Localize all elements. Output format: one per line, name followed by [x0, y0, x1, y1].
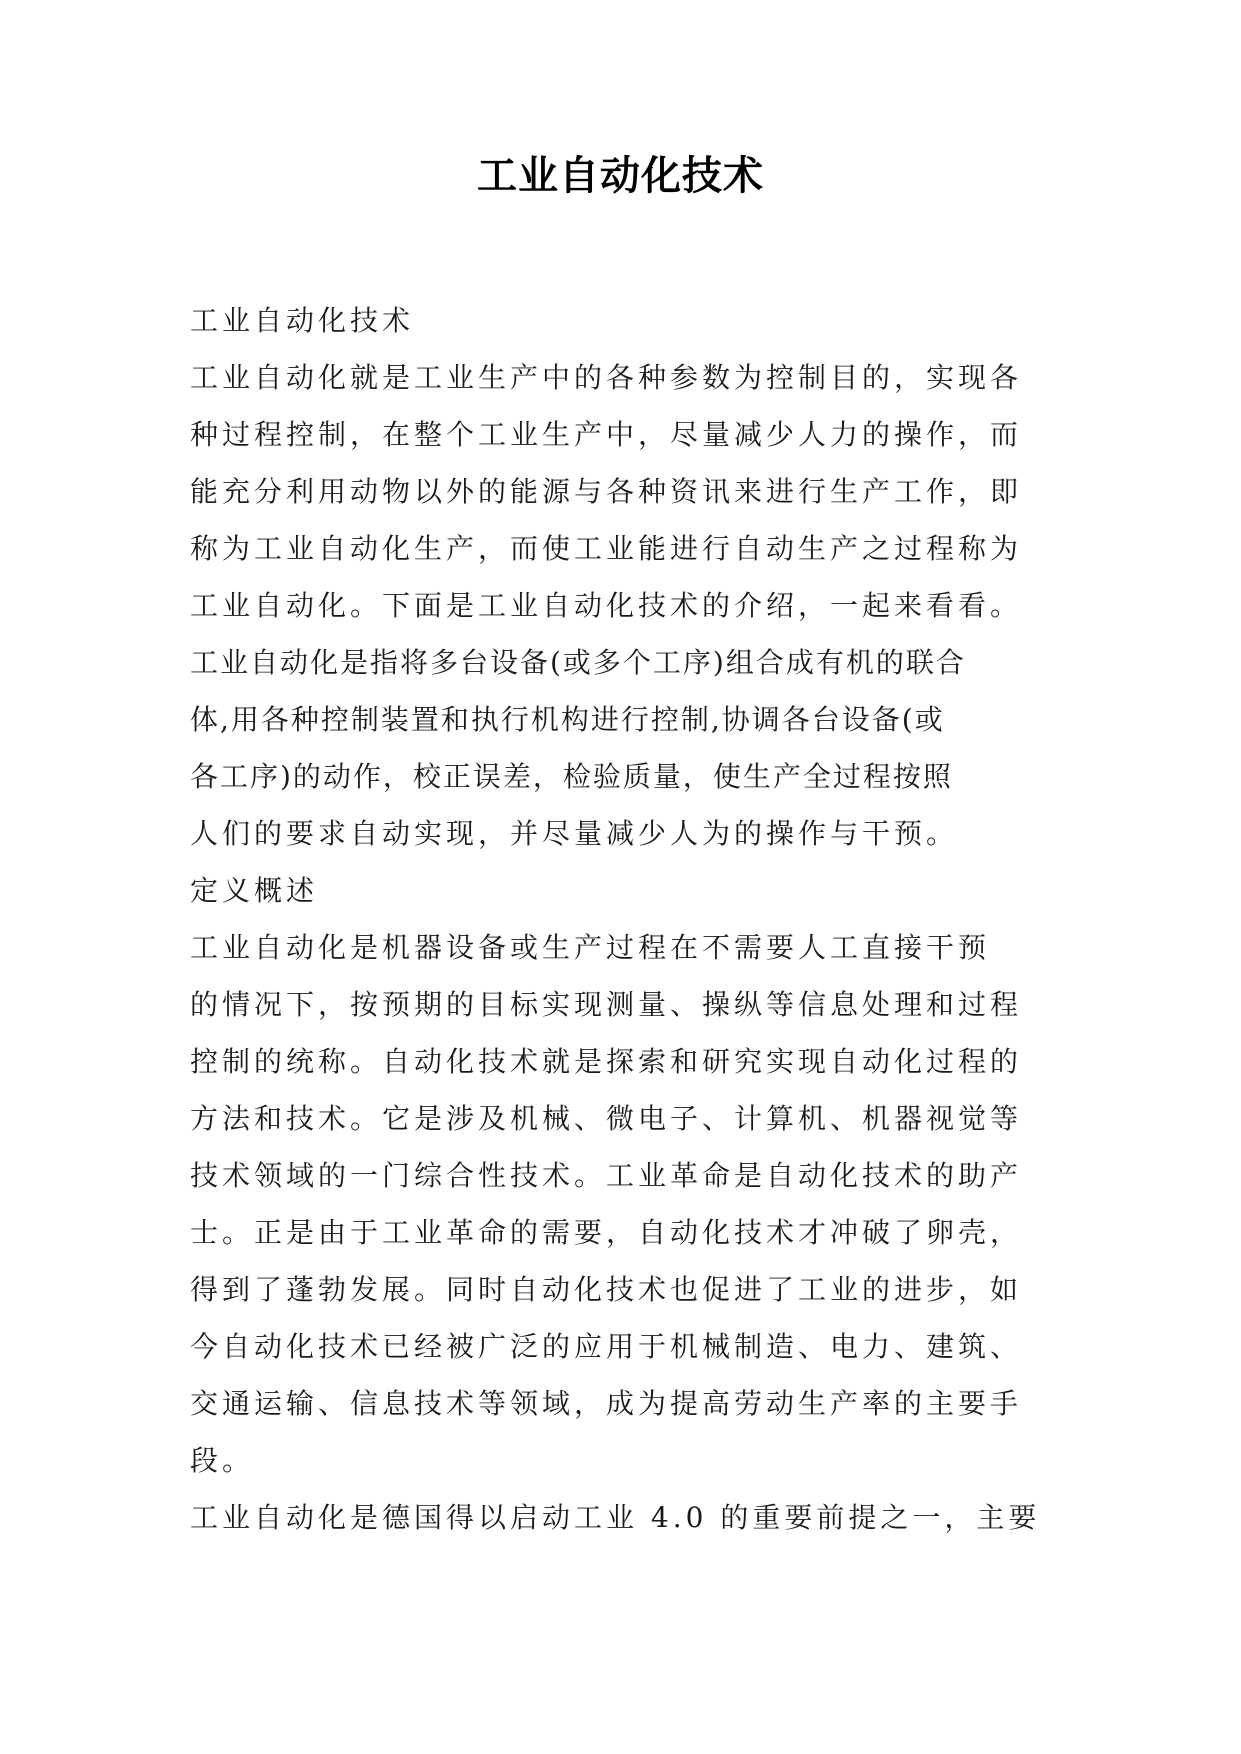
paragraph-line: 各工序)的动作，校正误差，检验质量，使生产全过程按照	[190, 760, 953, 793]
paragraph-line: 的情况下，按预期的目标实现测量、操纵等信息处理和过程	[190, 988, 1023, 1021]
paragraph-line: 士。正是由于工业革命的需要，自动化技术才冲破了卵壳，	[190, 1216, 1023, 1249]
document-body	[190, 292, 1070, 1546]
paragraph-line: 控制的统称。自动化技术就是探索和研究实现自动化过程的	[190, 1045, 1023, 1078]
paragraph-line: 段。	[190, 1444, 255, 1477]
paragraph-line: 得到了蓬勃发展。同时自动化技术也促进了工业的进步，如	[190, 1273, 1023, 1306]
paragraph-line: 种过程控制，在整个工业生产中，尽量减少人力的操作，而	[190, 418, 1023, 451]
paragraph-line: 称为工业自动化生产，而使工业能进行自动生产之过程称为	[190, 532, 1023, 565]
document-title: 工业自动化技术	[477, 153, 764, 199]
paragraph-line: 工业自动化就是工业生产中的各种参数为控制目的，实现各	[190, 361, 1023, 394]
paragraph-line: 体,用各种控制装置和执行机构进行控制,协调各台设备(或	[190, 703, 945, 736]
paragraph-line: 能充分利用动物以外的能源与各种资讯来进行生产工作，即	[190, 475, 1023, 508]
paragraph-line: 工业自动化。下面是工业自动化技术的介绍，一起来看看。	[190, 589, 1023, 622]
paragraph-line: 人们的要求自动实现，并尽量减少人为的操作与干预。	[190, 817, 959, 850]
paragraph-line: 交通运输、信息技术等领域，成为提高劳动生产率的主要手	[190, 1387, 1023, 1420]
paragraph-line: 工业自动化是机器设备或生产过程在不需要人工直接干预	[190, 931, 991, 964]
paragraph-line: 方法和技术。它是涉及机械、微电子、计算机、机器视觉等	[190, 1102, 1023, 1135]
paragraph-line: 工业自动化是指将多台设备(或多个工序)组合成有机的联合	[190, 646, 966, 679]
section-heading: 定义概述	[190, 874, 319, 907]
paragraph-line: 工业自动化是德国得以启动工业 4.0 的重要前提之一，主要	[190, 1501, 1041, 1534]
paragraph-line: 今自动化技术已经被广泛的应用于机械制造、电力、建筑、	[190, 1330, 1023, 1363]
section-heading: 工业自动化技术	[190, 304, 415, 337]
paragraph-line: 技术领域的一门综合性技术。工业革命是自动化技术的助产	[190, 1159, 1023, 1192]
